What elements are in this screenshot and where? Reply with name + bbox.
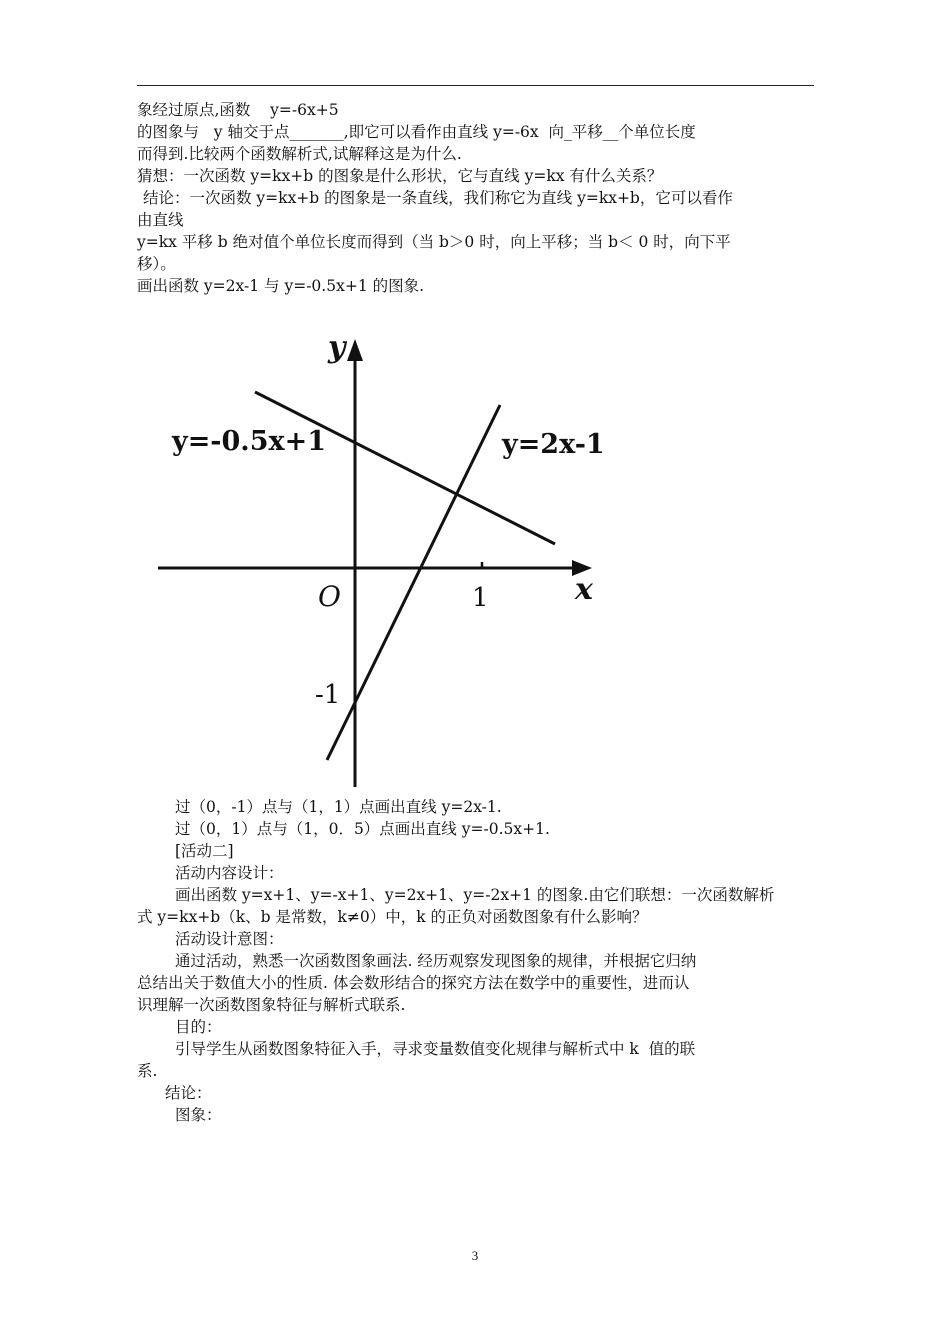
text-line: 而得到.比较两个函数解析式,试解释这是为什么. bbox=[137, 145, 462, 163]
text-line: 总结出关于数值大小的性质. 体会数形结合的探究方法在数学中的重要性，进而认 bbox=[137, 974, 690, 992]
text-line: 的图象与 y 轴交于点_______,即它可以看作由直线 y=-6x 向_平移__个单位长度 bbox=[137, 123, 696, 141]
text-line: [活动二] bbox=[175, 842, 234, 860]
x-tick-label: 1 bbox=[472, 583, 489, 613]
text-line: 目的： bbox=[175, 1018, 222, 1036]
page-number: 3 bbox=[471, 1248, 479, 1263]
x-axis-label: x bbox=[575, 572, 593, 607]
header-rule bbox=[137, 85, 814, 86]
y-tick-label: -1 bbox=[315, 680, 341, 710]
text-line: 图象： bbox=[175, 1106, 222, 1124]
text-line: 结论： bbox=[165, 1084, 212, 1102]
origin-label: O bbox=[318, 580, 341, 613]
function-graph bbox=[150, 325, 620, 795]
text-line: 猜想：一次函数 y=kx+b 的图象是什么形状，它与直线 y=kx 有什么关系？ bbox=[137, 167, 663, 185]
line-y-neg-half-x-plus-1 bbox=[255, 392, 555, 544]
text-line: 过（0，1）点与（1，0．5）点画出直线 y=-0.5x+1. bbox=[175, 820, 550, 838]
text-line: 结论：一次函数 y=kx+b 的图象是一条直线，我们称它为直线 y=kx+b，它可以看作 bbox=[143, 189, 733, 207]
bottom-text-block bbox=[137, 796, 817, 1126]
text-line: 引导学生从函数图象特征入手，寻求变量数值变化规律与解析式中 k 值的联 bbox=[175, 1040, 696, 1058]
y-axis-label: y bbox=[328, 330, 346, 365]
text-line: 识理解一次函数图象特征与解析式联系. bbox=[137, 996, 406, 1014]
text-line: 象经过原点,函数 y=-6x+5 bbox=[137, 101, 339, 119]
line2-label: y=2x-1 bbox=[502, 429, 605, 460]
text-line: 画出函数 y=x+1、y=-x+1、y=2x+1、y=-2x+1 的图象.由它们联想：一次函数解析 bbox=[175, 886, 775, 904]
text-line: 画出函数 y=2x-1 与 y=-0.5x+1 的图象. bbox=[137, 277, 425, 295]
text-line: 移）。 bbox=[137, 255, 176, 273]
text-line: 式 y=kx+b（k、b 是常数，k≠0）中，k 的正负对函数图象有什么影响？ bbox=[137, 908, 648, 926]
text-line: 活动内容设计： bbox=[175, 864, 284, 882]
text-line: 通过活动，熟悉一次函数图象画法. 经历观察发现图象的规律，并根据它归纳 bbox=[175, 952, 697, 970]
text-line: 活动设计意图： bbox=[175, 930, 284, 948]
text-line: 由直线 bbox=[137, 211, 184, 229]
text-line: 过（0，-1）点与（1，1）点画出直线 y=2x-1. bbox=[175, 798, 502, 816]
text-line: 系. bbox=[137, 1062, 158, 1080]
line1-label: y=-0.5x+1 bbox=[172, 426, 326, 457]
top-text-block bbox=[137, 99, 817, 297]
y-axis-arrow bbox=[347, 339, 363, 361]
text-line: y=kx 平移 b 绝对值个单位长度而得到（当 b＞0 时，向上平移；当 b＜ 0 时，向下平 bbox=[137, 233, 731, 251]
